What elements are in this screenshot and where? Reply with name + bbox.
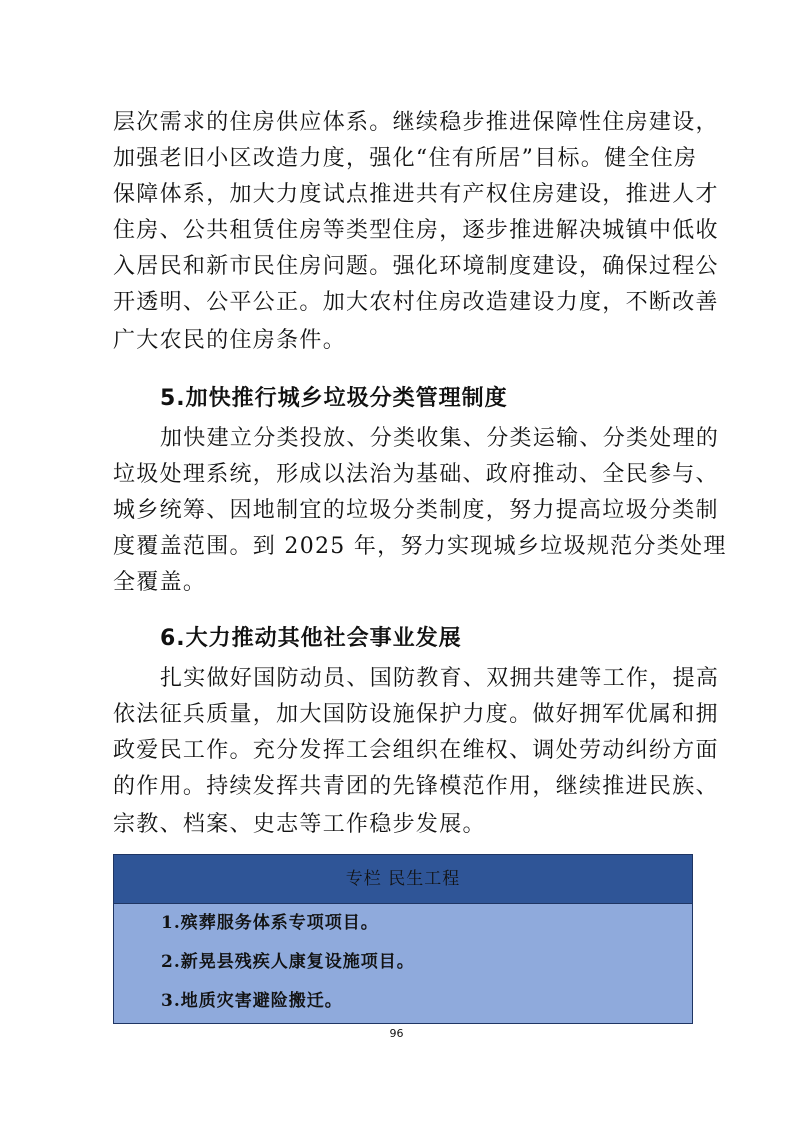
body-text-line: 度覆盖范围。到 2025 年，努力实现城乡垃圾规范分类处理 (113, 534, 727, 559)
body-text-line: 垃圾处理系统，形成以法治为基础、政府推动、全民参与、 (113, 462, 719, 487)
body-text-line: 全覆盖。 (113, 570, 207, 595)
body-text-line: 保障体系，加大力度试点推进共有产权住房建设，推进人才 (113, 182, 719, 207)
body-text-line: 政爱民工作。充分发挥工会组织在维权、调处劳动纠纷方面 (113, 738, 719, 763)
body-text-line: 加快建立分类投放、分类收集、分类运输、分类处理的 (160, 426, 720, 451)
body-text-line: 开透明、公平公正。加大农村住房改造建设力度，不断改善 (113, 290, 719, 315)
section-heading-6: 6.大力推动其他社会事业发展 (160, 626, 462, 651)
body-text-line: 扎实做好国防动员、国防教育、双拥共建等工作，提高 (160, 666, 720, 691)
section-heading-5: 5.加快推行城乡垃圾分类管理制度 (160, 386, 508, 411)
column-title: 专栏 民生工程 (114, 855, 692, 904)
body-text-line: 依法征兵质量，加大国防设施保护力度。做好拥军优属和拥 (113, 702, 719, 727)
body-text-line: 层次需求的住房供应体系。继续稳步推进保障性住房建设， (113, 110, 719, 135)
column-item: 2.新晃县残疾人康复设施项目。 (161, 952, 415, 972)
body-text-line: 广大农民的住房条件。 (113, 328, 347, 353)
column-box (113, 854, 693, 1024)
body-text-line: 加强老旧小区改造力度，强化“住有所居”目标。健全住房 (113, 146, 698, 171)
body-text-line: 住房、公共租赁住房等类型住房，逐步推进解决城镇中低收 (113, 218, 719, 243)
body-text-line: 入居民和新市民住房问题。强化环境制度建设，确保过程公 (113, 254, 719, 279)
body-text-line: 城乡统筹、因地制宜的垃圾分类制度，努力提高垃圾分类制 (113, 498, 719, 523)
body-text-line: 的作用。持续发挥共青团的先锋模范作用，继续推进民族、 (113, 774, 719, 799)
body-text-line: 宗教、档案、史志等工作稳步发展。 (113, 812, 486, 837)
column-item: 1.殡葬服务体系专项项目。 (161, 913, 379, 933)
column-item: 3.地质灾害避险搬迁。 (161, 991, 343, 1011)
page-number: 96 (389, 1027, 404, 1040)
